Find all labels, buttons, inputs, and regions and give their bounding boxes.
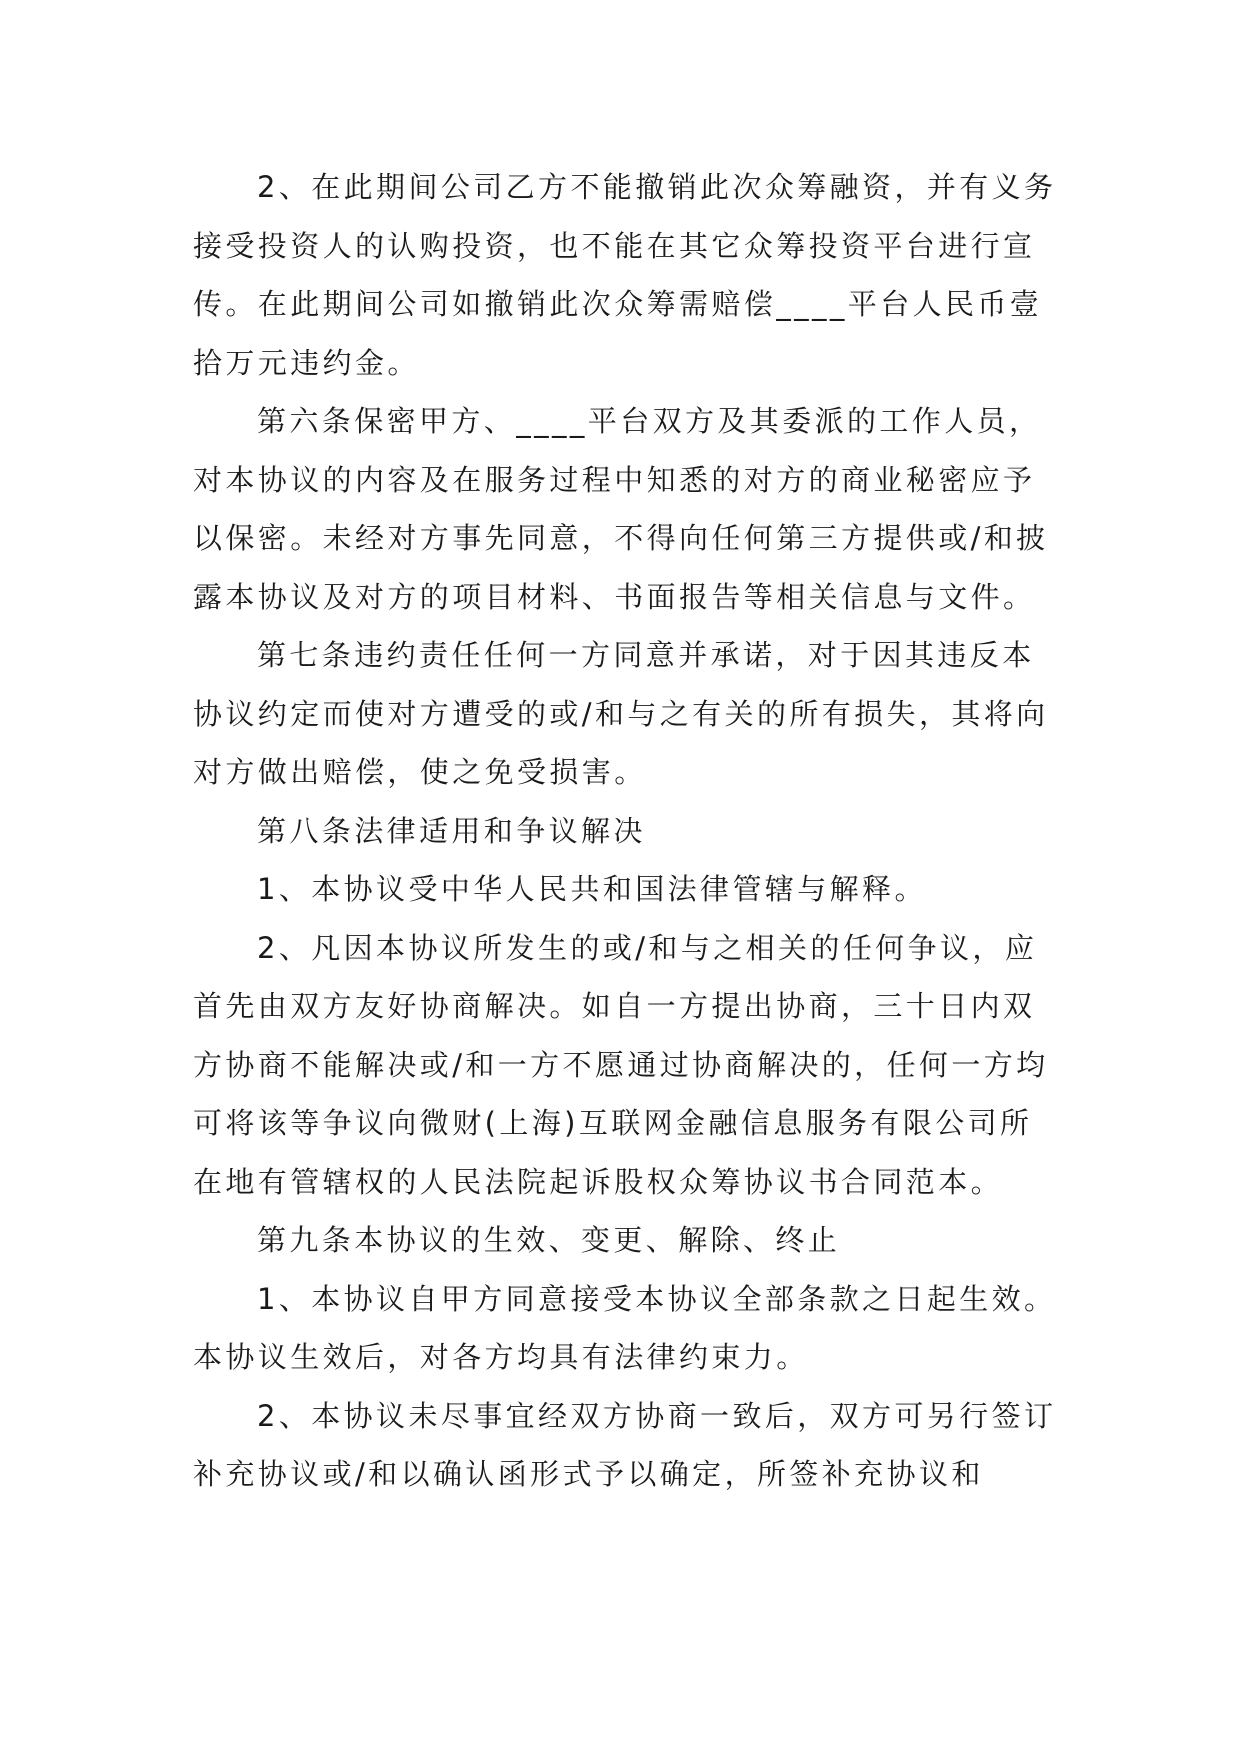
paragraph-clause-6-confidentiality: 第六条保密甲方、____平台双方及其委派的工作人员，对本协议的内容及在服务过程中知悉的对方的商业秘密应予以保密。未经对方事先同意，不得向任何第三方提供或/和披露本协议及对方的项目材料、书面报告等相关信息与文件。 [193, 404, 1049, 614]
heading-clause-8: 第八条法律适用和争议解决 [257, 813, 646, 848]
paragraph-clause-7-liability: 第七条违约责任任何一方同意并承诺，对于因其违反本协议约定而使对方遭受的或/和与之有关的所有损失，其将向对方做出赔偿，使之免受损害。 [193, 638, 1049, 789]
heading-clause-9: 第九条本协议的生效、变更、解除、终止 [257, 1223, 841, 1257]
paragraph-clause-8-item-2: 2、凡因本协议所发生的或/和与之相关的任何争议，应首先由双方友好协商解决。如自一方提出协商，三十日内双方协商不能解决或/和一方不愿通过协商解决的，任何一方均可将该等争议向微财(上海)互联网金融信息服务有限公司所在地有管辖权的人民法院起诉股权众筹协议书合同范本。 [193, 930, 1049, 1199]
paragraph-clause-5-item-2: 2、在此期间公司乙方不能撤销此次众筹融资，并有义务接受投资人的认购投资，也不能在其它众筹投资平台进行宣传。在此期间公司如撤销此次众筹需赔偿____平台人民币壹拾万元违约金。 [193, 170, 1057, 380]
paragraph-clause-9-item-1: 1、本协议自甲方同意接受本协议全部条款之日起生效。本协议生效后，对各方均具有法律约束力。 [193, 1281, 1057, 1374]
document-body [193, 158, 1063, 1504]
paragraph-clause-9-item-2: 2、本协议未尽事宜经双方协商一致后，双方可另行签订补充协议或/和以确认函形式予以确定，所签补充协议和 [193, 1398, 1057, 1491]
paragraph-clause-8-item-1: 1、本协议受中华人民共和国法律管辖与解释。 [257, 872, 927, 906]
